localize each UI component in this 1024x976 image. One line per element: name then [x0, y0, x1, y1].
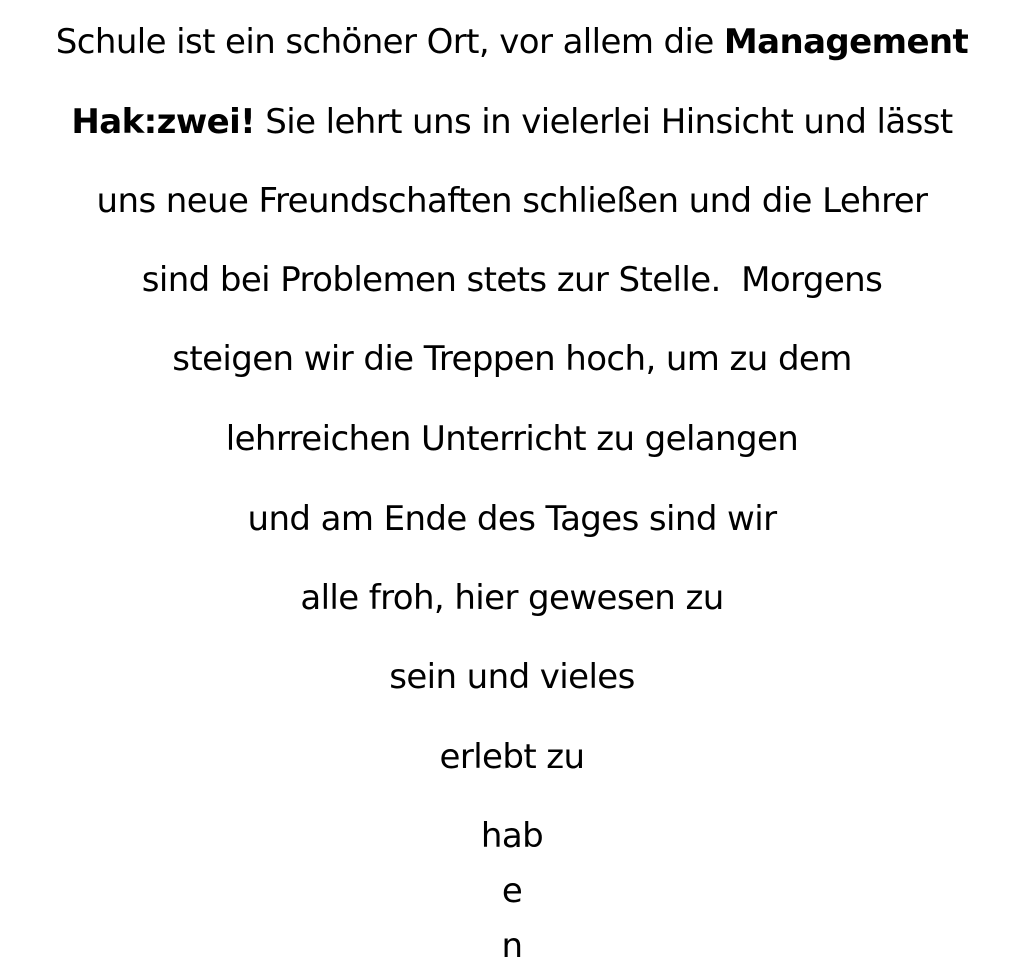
poem-line-1: [0, 22, 1024, 62]
poem-line-13: n: [501, 926, 523, 966]
poem-line-2-bold: Hak:zwei!: [71, 102, 256, 142]
poem-line-3: uns neue Freundschaften schließen und die Lehrer: [96, 181, 928, 221]
poem-line-12: e: [501, 871, 523, 911]
poem-line-2: [0, 102, 1024, 142]
poem-line-2-text: Sie lehrt uns in vielerlei Hinsicht und lässt: [255, 102, 953, 142]
poem-line-8: alle froh, hier gewesen zu: [300, 578, 724, 618]
poem-line-6: lehrreichen Unterricht zu gelangen: [225, 419, 799, 459]
poem-line-4: sind bei Problemen stets zur Stelle. Morgens: [141, 260, 883, 300]
poem-line-5: steigen wir die Treppen hoch, um zu dem: [172, 339, 852, 379]
poem-line-1-bold: Management: [723, 22, 969, 62]
poem-line-10: erlebt zu: [439, 737, 585, 777]
poem-line-7: und am Ende des Tages sind wir: [247, 499, 777, 539]
poem-line-11: hab: [480, 816, 544, 856]
poem-line-1-text: Schule ist ein schöner Ort, vor allem die: [55, 22, 724, 62]
poem-line-9: sein und vieles: [389, 657, 635, 697]
